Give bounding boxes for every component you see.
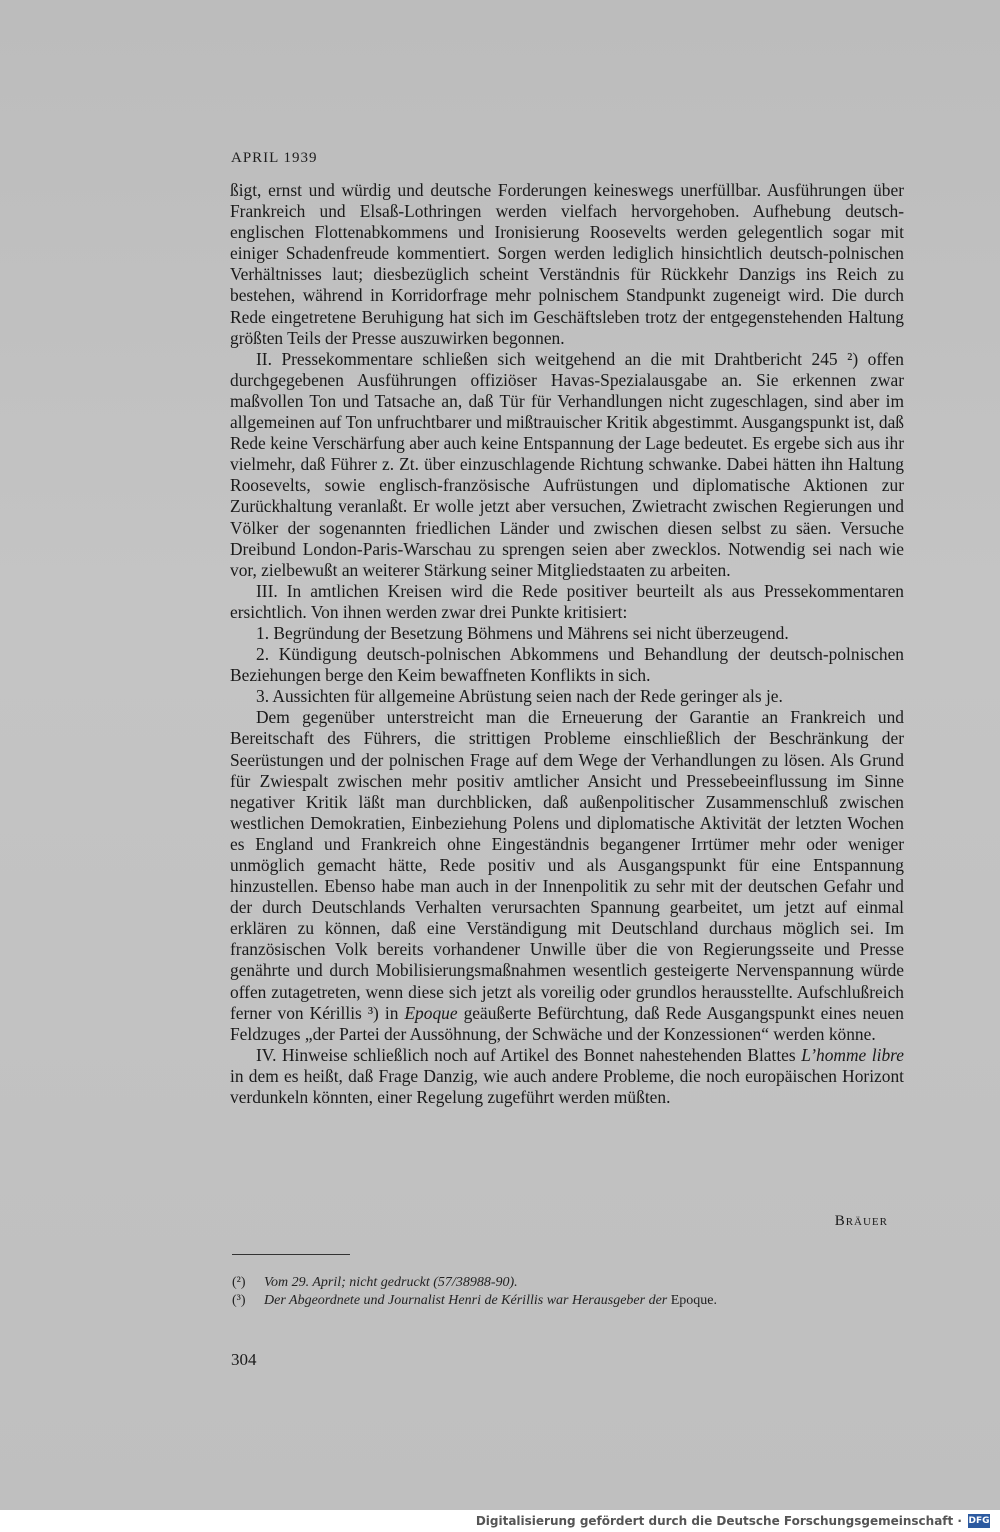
paragraph-section-iv-text: IV. Hinweise schließlich noch auf Artikel des Bonnet nahestehenden Blattes <box>256 1044 796 1065</box>
dfg-logo-icon: DFG <box>968 1516 990 1526</box>
banner-text: Digitalisierung gefördert durch die Deutsche Forschungsgemeinschaft · <box>475 1514 962 1528</box>
footnote <box>232 1292 892 1310</box>
paragraph-section-iv-tail: in dem es heißt, daß Frage Danzig, wie auch andere Probleme, die noch europäischen Horizont verdunkeln könnten, einer Regelung zugeführt werden müßten. <box>230 1065 904 1108</box>
footnote-number: (³) <box>232 1293 246 1308</box>
paragraph-section-ii: II. Pressekommentare schließen sich weitgehend an die mit Drahtbericht 245 ²) offen durchgegebenen Ausführungen offiziöser Havas-Spezialausgabe an. Sie erkennen zwar maßvollen Ton und Tatsache an, daß Tür für Verhandlungen nicht zugeschlagen, sind aber im allgemeinen auf Ton unfruchtbarer und mißtrauischer Kritik abgestimmt. Ausgangspunkt ist, daß Rede keine Verschärfung aber auch keine Entspannung der Lage bedeutet. Es ergebe sich aus ihr vielmehr, daß Führer z. Zt. über einzuschlagende Richtung schwanke. Dabei hätten ihn Haltung Roosevelts, sowie englisch-französische Aufrüstungen und diplomatische Aktionen zur Zurückhaltung veranlaßt. Er wolle jetzt aber versuchen, Zwietracht zwischen Regierungen und Völker der sogenannten friedlichen Länder und zwischen diesen selbst zu säen. Versuche Dreibund London-Paris-Warschau zu sprengen seien aber zwecklos. Notwendig sei nach wie vor, zielbewußt an weiterer Stärkung seiner Mitgliedstaaten zu arbeiten. <box>230 348 904 580</box>
journal-title-epoque: Epoque <box>404 1002 458 1023</box>
footnote-text: Der Abgeordnete und Journalist Henri de Kérillis war Herausgeber der <box>264 1293 668 1308</box>
paragraph-official-view <box>230 707 904 1045</box>
footnotes <box>232 1274 892 1310</box>
list-item-2: 2. Kündigung deutsch-polnischen Abkommens und Behandlung der deutsch-polnischen Beziehungen berge den Keim bewaffneten Konflikts in sich. <box>230 644 904 686</box>
paragraph-continuation: ßigt, ernst und würdig und deutsche Forderungen keineswegs unerfüllbar. Ausführungen über Frankreich und Elsaß-Lothringen werden vielfach hervorgehoben. Aufhebung deutsch-englischen Flottenabkommens und Ironisierung Roosevelts werden gelegentlich sogar mit einiger Schadenfreude kommentiert. Sorgen werden lediglich hinsichtlich deutsch-polnischen Verhältnisses laut; diesbezüglich scheint Verständnis für Rückkehr Danzigs ins Reich zu bestehen, während in Korridorfrage mehr polnischem Standpunkt zugeneigt wird. Die durch Rede eingetretene Beruhigung hat sich im Geschäftsleben trotz der entgegenstehenden Haltung größten Teils der Presse auszuwirken begonnen. <box>230 180 904 348</box>
footnote-tail: Epoque. <box>670 1293 718 1308</box>
list-item-1: 1. Begründung der Besetzung Böhmens und Mährens sei nicht überzeugend. <box>256 622 789 643</box>
signature: Bräuer <box>834 1213 888 1229</box>
footnote <box>232 1274 892 1292</box>
footnote-divider <box>232 1254 350 1255</box>
paragraph-section-iii: III. In amtlichen Kreisen wird die Rede positiver beurteilt als aus Pressekommentaren ersichtlich. Von ihnen werden zwar drei Punkte kritisiert: <box>230 580 904 622</box>
footnote-number: (²) <box>232 1275 246 1290</box>
body-text <box>230 180 904 1108</box>
page-number: 304 <box>231 1350 257 1369</box>
list-item-3: 3. Aussichten für allgemeine Abrüstung seien nach der Rede geringer als je. <box>256 686 783 707</box>
journal-title-homme-libre: L’homme libre <box>801 1044 904 1065</box>
funding-banner <box>0 1510 1000 1532</box>
paragraph-section-iv <box>230 1045 904 1108</box>
paragraph-official-view-tail: geäußerte Befürchtung, daß Rede Ausgangspunkt eines neuen Feldzuges „der Partei der Aussöhnung, der Schwäche und der Konzessionen“ werden könne. <box>230 1002 904 1044</box>
running-head: APRIL 1939 <box>231 150 318 166</box>
footnote-text: Vom 29. April; nicht gedruckt (57/38988-90). <box>264 1275 518 1290</box>
paragraph-official-view-text: Dem gegenüber unterstreicht man die Erneuerung der Garantie an Frankreich und Bereitschaft des Führers, die strittigen Probleme einschließlich der Beschränkung der Seerüstungen und der polnischen Frage auf dem Wege der Verhandlungen zu lösen. Als Grund für Zwiespalt zwischen mehr positiv amtlicher Ansicht und Pressebeeinflussung im Sinne negativer Kritik läßt man durchblicken, daß außenpolitischer Zusammenschluß zwischen westlichen Demokratien, Einbeziehung Polens und diplomatische Aktivität der letzten Wochen es England und Frankreich ohne Eingeständnis begangener Irrtümer mehr oder weniger unmöglich gemacht hätte, Rede positiv und als Ausgangspunkt für eine Entspannung hinzustellen. Ebenso habe man auch in der Innenpolitik zu sehr mit der deutschen Gefahr und der durch Deutschlands Verhalten verursachten Spannung gearbeitet, um jetzt auf einmal erklären zu können, daß eine Verständigung mit Deutschland durchaus möglich sei. Im französischen Volk bereits vorhandener Unwille über die von Regierungsseite und Presse genährte und durch Mobilisierungsmaßnahmen wesentlich gesteigerte Nervenspannung würde offen zutagetreten, wenn diese sich jetzt als voreilig oder grundlos herausstellte. Aufschlußreich ferner von Kérillis ³) in <box>230 707 904 1023</box>
footnote-text-wrap <box>264 1292 717 1310</box>
